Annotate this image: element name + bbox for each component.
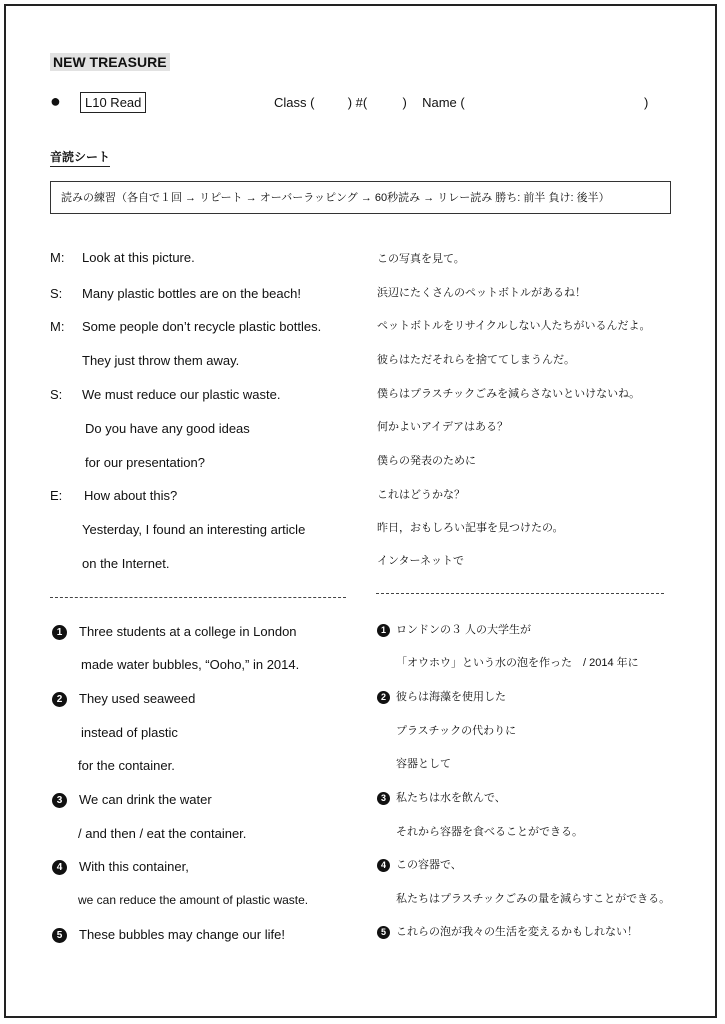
dialogue-en: They just throw them away. (82, 353, 240, 368)
reading-ja: 私たちは水を飲んで、 (396, 792, 506, 804)
dialogue-en: We must reduce our plastic waste. (82, 387, 281, 402)
dialogue-ja: 僕らはプラスチックごみを減らさないといけないね。 (377, 388, 641, 400)
speaker-label: S: (50, 387, 63, 402)
reading-en: / and then / eat the container. (78, 826, 247, 841)
dialogue-en: Yesterday, I found an interesting article (82, 522, 306, 537)
reading-ja: 私たちはプラスチックごみの量を減らすことができる。 (396, 893, 671, 905)
reading-line-ja-2 (377, 688, 506, 704)
number-label: #( (355, 95, 368, 110)
dialogue-line-2 (50, 286, 301, 301)
number-2-icon: 2 (52, 692, 67, 707)
dialogue-line-3 (50, 319, 321, 334)
reading-ja: これらの泡が我々の生活を変えるかもしれない！ (396, 926, 638, 938)
dialogue-en: for our presentation? (85, 455, 205, 470)
number-5-icon: 5 (377, 926, 390, 939)
speaker-label: E: (50, 488, 63, 503)
dialogue-en: Look at this picture. (82, 250, 195, 265)
dialogue-ja: 何かよいアイデアはある？ (377, 421, 509, 433)
number-close: ) (402, 95, 407, 110)
reading-line-2 (52, 691, 195, 707)
dialogue-line-8 (50, 488, 177, 503)
worksheet-title: NEW TREASURE (50, 53, 170, 71)
reading-en: we can reduce the amount of plastic waste. (78, 893, 309, 907)
sheet-label: 音読シート (50, 148, 110, 167)
dialogue-line-7 (50, 455, 205, 470)
dialogue-ja: この写真を見て。 (377, 253, 465, 265)
dialogue-ja: 昨日，おもしろい記事を見つけたの。 (377, 522, 564, 534)
number-3-icon: 3 (52, 793, 67, 808)
reading-line-5 (52, 927, 285, 943)
dialogue-line-5 (50, 387, 280, 402)
reading-en: for the container. (78, 758, 175, 773)
dialogue-ja: ペットボトルをリサイクルしない人たちがいるんだよ。 (377, 320, 651, 332)
reading-en: These bubbles may change our life! (79, 927, 285, 942)
bullet-icon: ● (50, 91, 61, 111)
reading-en: Three students at a college in London (79, 624, 297, 639)
reading-en: instead of plastic (81, 725, 178, 740)
reading-en: made water bubbles, “Ooho,” in 2014. (81, 657, 300, 672)
dialogue-line-10 (50, 556, 169, 571)
lesson-box: L10 Read (80, 92, 146, 113)
number-3-icon: 3 (377, 792, 390, 805)
dialogue-en: Some people don’t recycle plastic bottles. (82, 319, 322, 334)
speaker-label: S: (50, 286, 63, 301)
dialogue-ja: インターネットで (377, 555, 465, 567)
dialogue-line-4 (50, 353, 239, 368)
reading-line-1 (52, 624, 297, 640)
reading-ja: 「オウホウ」という水の泡を作った / 2014 年に (396, 657, 639, 669)
reading-ja: 容器として (396, 758, 451, 770)
reading-ja: それから容器を食べることができる。 (396, 826, 583, 838)
reading-line-ja-1 (377, 621, 531, 637)
name-label: Name ( (422, 95, 465, 110)
number-4-icon: 4 (52, 860, 67, 875)
number-1-icon: 1 (377, 624, 390, 637)
reading-en: They used seaweed (79, 691, 196, 706)
reading-ja: プラスチックの代わりに (396, 725, 517, 737)
number-4-icon: 4 (377, 859, 390, 872)
reading-ja: ロンドンの３ 人の大学生が (396, 624, 532, 636)
dialogue-line-1 (50, 250, 195, 265)
section-divider (50, 597, 346, 598)
number-1-icon: 1 (52, 625, 67, 640)
dialogue-line-6 (50, 421, 250, 436)
number-5-icon: 5 (52, 928, 67, 943)
dialogue-en: Many plastic bottles are on the beach! (82, 286, 301, 301)
dialogue-ja: 浜辺にたくさんのペットボトルがあるね！ (377, 287, 586, 299)
dialogue-ja: これはどうかな？ (377, 489, 465, 501)
reading-line-ja-5 (377, 923, 638, 939)
reading-line-ja-3 (377, 789, 506, 805)
instructions-box: 読みの練習（各自で１回 → リピート → オーバーラッピング → 60秒読み → リレー読み 勝ち: 前半 負け: 後半） (50, 181, 671, 214)
student-info-line (274, 95, 648, 110)
speaker-label: M: (50, 319, 65, 334)
reading-en: With this container, (79, 859, 189, 874)
dialogue-line-9 (50, 522, 305, 537)
dialogue-ja: 僕らの発表のために (377, 455, 476, 467)
class-close: ) (347, 95, 353, 110)
reading-line-ja-4 (377, 856, 462, 872)
dialogue-en: Do you have any good ideas (85, 421, 250, 436)
section-divider (376, 593, 664, 594)
speaker-label: M: (50, 250, 65, 265)
class-label: Class ( (274, 95, 315, 110)
reading-line-3 (52, 792, 212, 808)
reading-line-4 (52, 859, 189, 875)
name-close: ) (643, 95, 649, 110)
dialogue-en: on the Internet. (82, 556, 170, 571)
reading-ja: この容器で、 (396, 859, 462, 871)
dialogue-ja: 彼らはただそれらを捨ててしまうんだ。 (377, 354, 575, 366)
reading-ja: 彼らは海藻を使用した (396, 691, 506, 703)
dialogue-en: How about this? (84, 488, 178, 503)
number-2-icon: 2 (377, 691, 390, 704)
reading-en: We can drink the water (79, 792, 212, 807)
